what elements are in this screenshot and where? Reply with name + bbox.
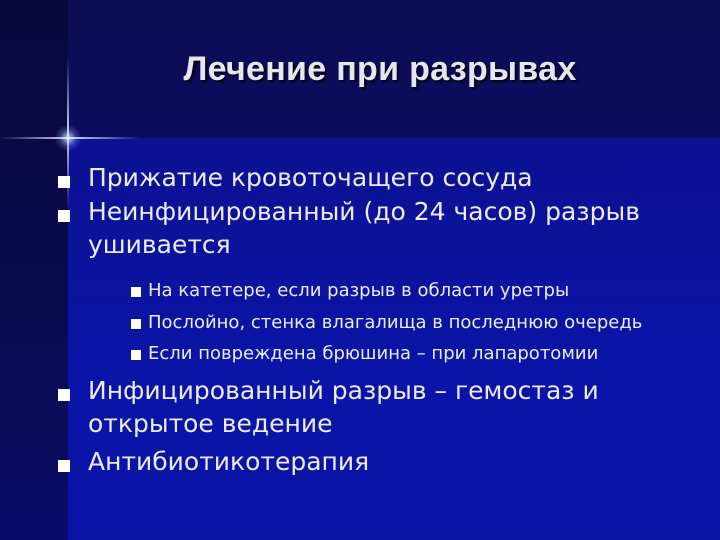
bullet-square-icon [58,210,70,222]
bullet-square-icon [58,176,70,188]
bullet-item: Инфицированный разрыв – гемостаз и открытое ведение [88,376,599,438]
sub-bullet-square-icon [131,350,141,360]
bullet-item: Неинфицированный (до 24 часов) разрыв ушивается [88,197,640,259]
bullet-square-icon [58,460,70,472]
sub-bullet-item: Если повреждена брюшина – при лапаротомии [148,343,599,364]
sub-bullet-square-icon [131,287,141,297]
bullet-item: Антибиотикотерапия [88,447,370,476]
slide-title: Лечение при разрывах [183,50,577,88]
sub-bullet-square-icon [131,319,141,329]
bullet-square-icon [58,389,70,401]
bullet-item: Прижатие кровоточащего сосуда [88,163,533,192]
sub-bullet-item: Послойно, стенка влагалища в последнюю очередь [148,312,643,333]
sub-bullet-item: На катетере, если разрыв в области уретры [148,280,570,301]
